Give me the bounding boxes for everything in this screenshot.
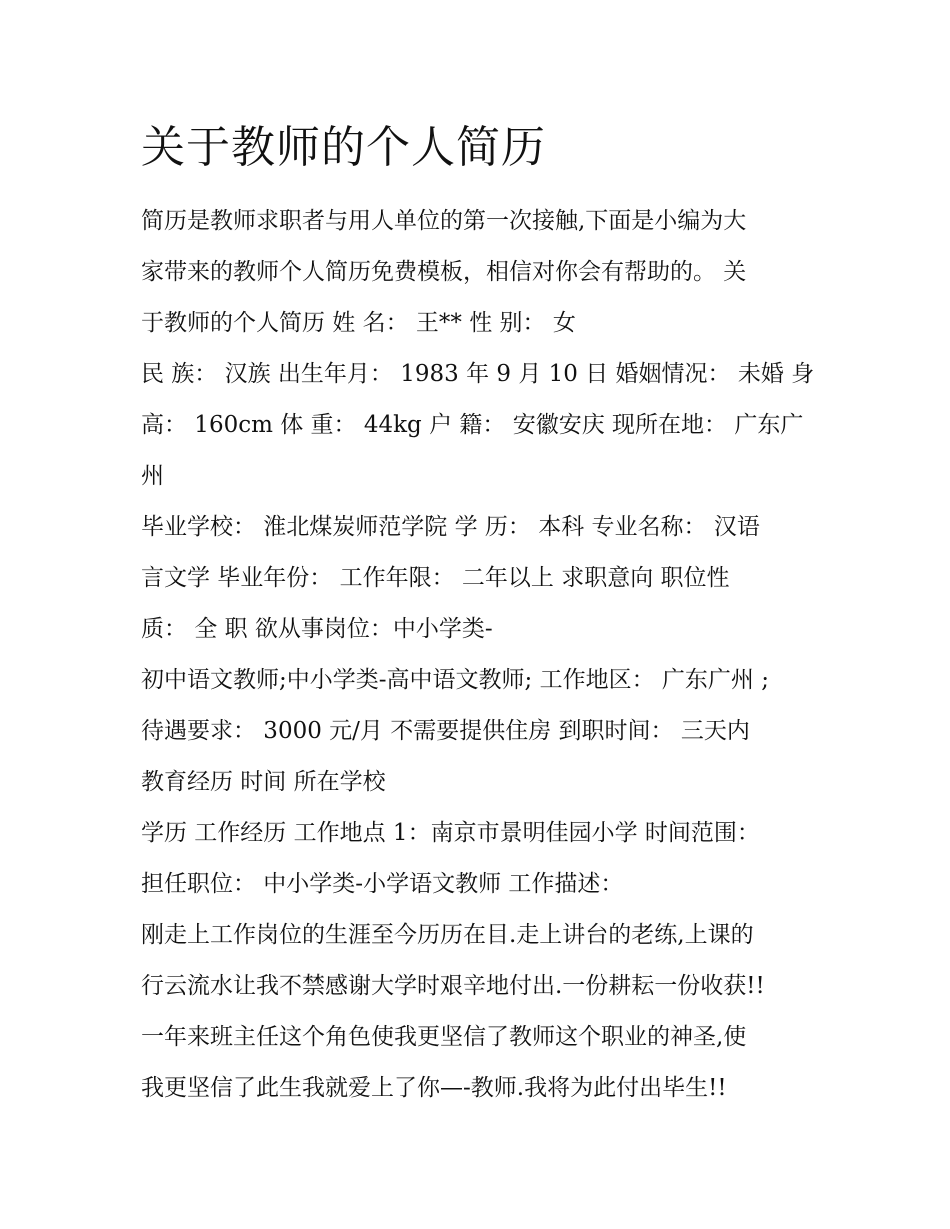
body-line: 毕业学校： 淮北煤炭师范学院 学 历： 本科 专业名称： 汉语: [141, 514, 760, 540]
body-line: 简历是教师求职者与用人单位的第一次接触,下面是小编为大: [141, 208, 747, 234]
body-line: 行云流水让我不禁感谢大学时艰辛地付出.一份耕耘一份收获!!: [141, 973, 765, 999]
body-line: 担任职位： 中小学类-小学语文教师 工作描述：: [141, 871, 624, 897]
body-line: 刚走上工作岗位的生涯至今历历在目.走上讲台的老练,上课的: [141, 922, 754, 948]
body-line: 教育经历 时间 所在学校: [141, 769, 386, 795]
body-line: 一年来班主任这个角色使我更坚信了教师这个职业的神圣,使: [141, 1024, 747, 1050]
body-line: 待遇要求： 3000 元/月 不需要提供住房 到职时间： 三天内: [141, 718, 750, 744]
body-line: 质： 全 职 欲从事岗位：中小学类-: [141, 616, 493, 642]
body-line: 于教师的个人简历 姓 名： 王** 性 别： 女: [141, 310, 576, 336]
body-line: 家带来的教师个人简历免费模板，相信对你会有帮助的。 关: [141, 259, 747, 285]
body-line: 民 族： 汉族 出生年月： 1983 年 9 月 10 日 婚姻情况： 未婚 身: [141, 361, 815, 387]
document-body: [141, 196, 841, 1114]
body-line: 言文学 毕业年份： 工作年限： 二年以上 求职意向 职位性: [141, 565, 730, 591]
body-line: 州: [141, 463, 164, 489]
body-line: 初中语文教师;中小学类-高中语文教师; 工作地区： 广东广州 ;: [141, 667, 769, 693]
body-line: 我更坚信了此生我就爱上了你—-教师.我将为此付出毕生!!: [141, 1075, 727, 1101]
document-title: 关于教师的个人简历: [141, 122, 546, 173]
body-line: 学历 工作经历 工作地点 1：南京市景明佳园小学 时间范围：: [141, 820, 760, 846]
body-line: 高： 160cm 体 重： 44kg 户 籍： 安徽安庆 现所在地： 广东广: [141, 412, 804, 438]
